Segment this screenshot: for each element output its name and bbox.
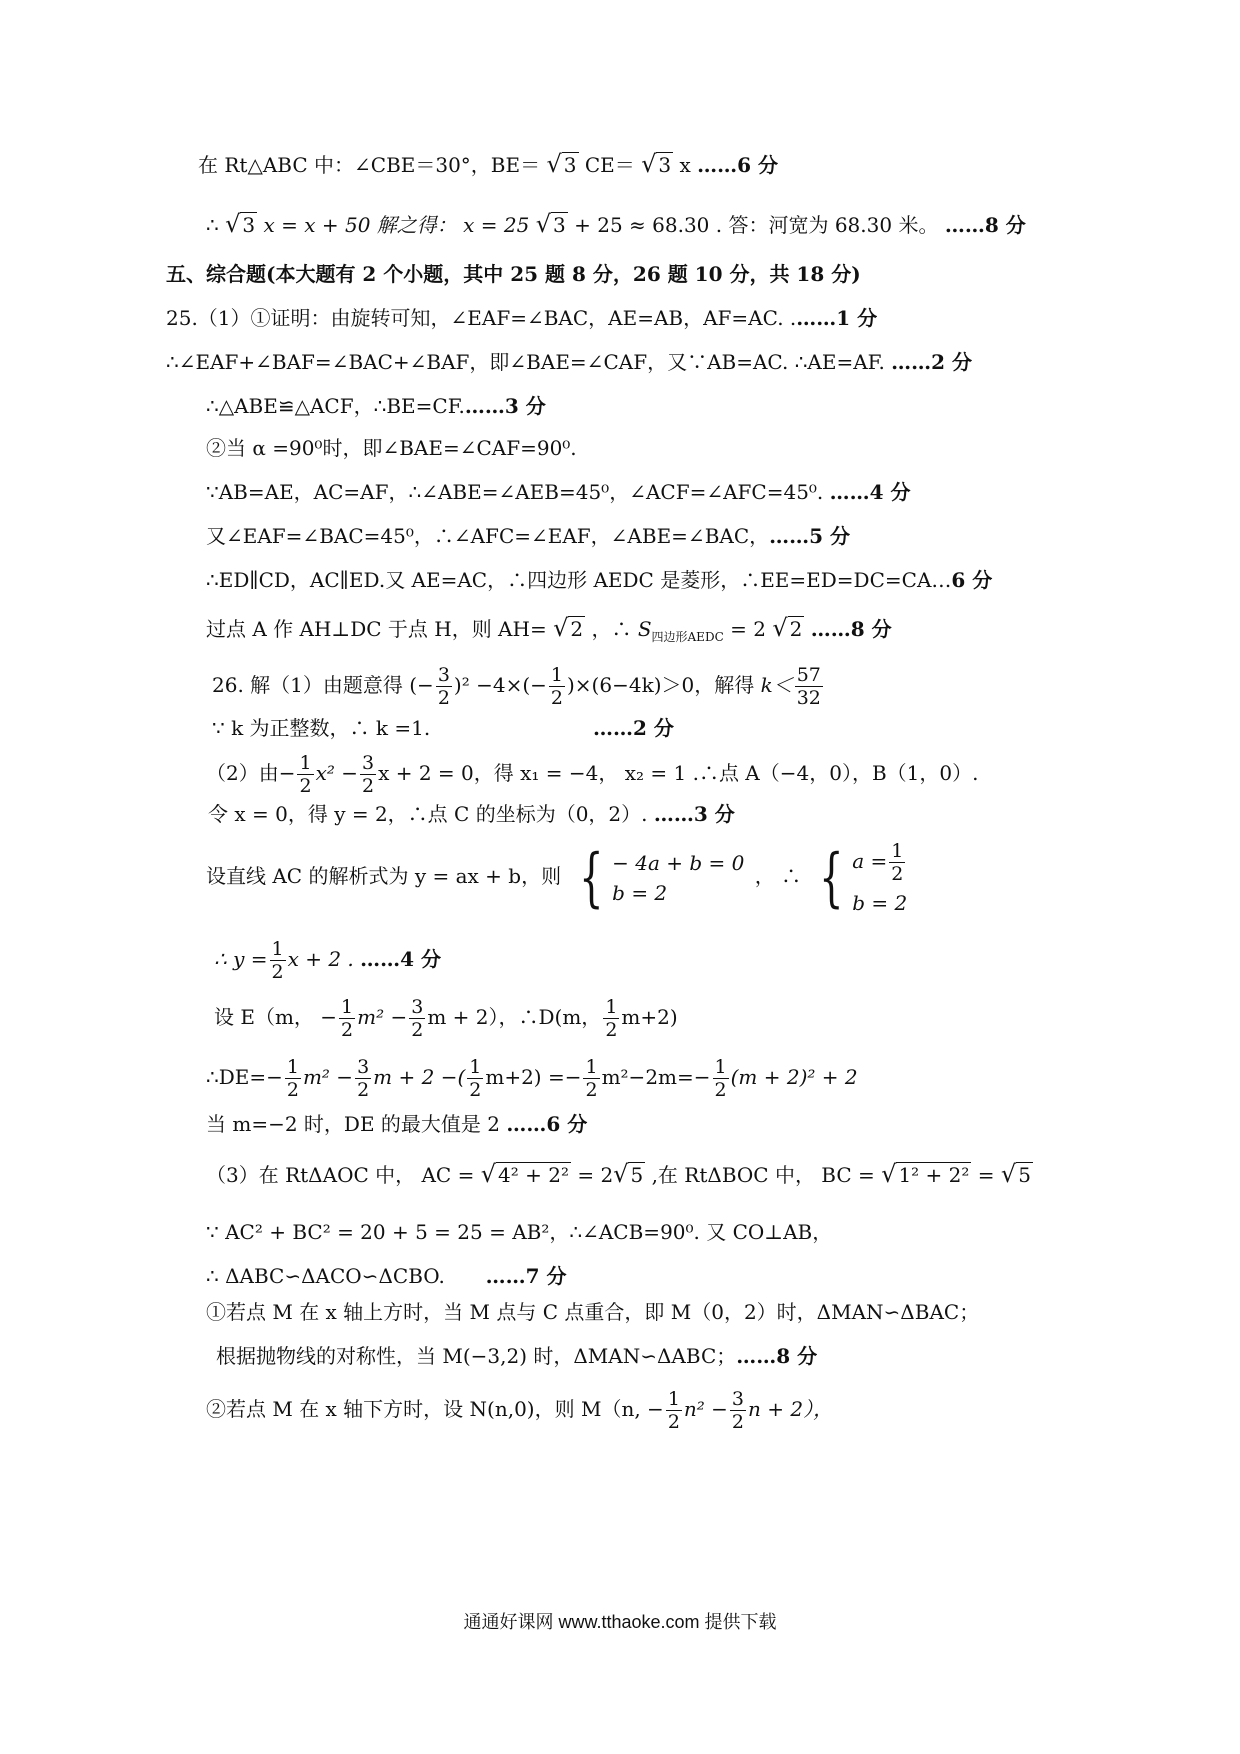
equation-system: { − 4a + b = 0 b = 2 [579, 840, 745, 915]
text-line [206, 1162, 1033, 1187]
text: n² − [683, 1397, 728, 1421]
text: 设直线 AC 的解析式为 y = ax + b，则 [206, 864, 562, 888]
score: ……6 分 [506, 1112, 588, 1136]
sqrt: √ 3 [225, 210, 256, 238]
text: m+2) [621, 1005, 678, 1029]
equation-system: { a = $\frac{1}{2}$ b = 2 [819, 840, 908, 915]
fraction: $\frac{1}{2}$ [286, 1056, 299, 1101]
text: m + 2），∴D(m， [427, 1005, 602, 1029]
sqrt: √ 3 [535, 210, 566, 238]
text: 当 m=−2 时，DE 的最大值是 2 [206, 1112, 507, 1136]
text-line [216, 1344, 817, 1368]
score: ……3 分 [653, 802, 735, 826]
fraction: $\frac{1}{2}$ [550, 664, 563, 709]
fraction: $\frac{1}{2}$ [585, 1056, 598, 1101]
text: + 25 ≈ 68.30 . 答：河宽为 68.30 米。 [574, 213, 939, 237]
score: 6 分 [951, 568, 993, 592]
text-line [166, 306, 877, 330]
text: （2）由− [206, 761, 296, 785]
sqrt: √ 5 [613, 1160, 644, 1188]
text: 根据抛物线的对称性，当 M(−3,2) 时，ΔMAN∽ΔABC； [216, 1344, 737, 1368]
text: 设 E（m， − [214, 1005, 338, 1029]
text: )² [453, 673, 470, 697]
sqrt: √ 4² + 2² [480, 1160, 569, 1188]
text-line [206, 394, 546, 418]
text: ，∴ [591, 617, 632, 641]
page-footer: 通通好课网 www.tthaoke.com 提供下载 [463, 1612, 777, 1632]
text-line [206, 752, 978, 797]
fraction: $\frac{3}{2}$ [731, 1388, 745, 1433]
text: 在 Rt△ABC 中：∠CBE＝30°，BE＝ [198, 153, 541, 177]
text: −4×(− [476, 673, 547, 697]
text: x² − [315, 761, 358, 785]
text-line [206, 524, 850, 548]
score: ……8 分 [810, 617, 892, 641]
text: 过点 A 作 AH⊥DC 于点 H，则 AH= [206, 617, 547, 641]
text-line [166, 350, 972, 374]
fraction: $\frac{1}{2}$ [271, 938, 284, 983]
text: x = x + 50 解之得： [263, 213, 457, 237]
fraction: $\frac{1}{2}$ [605, 996, 618, 1041]
text: S [637, 617, 652, 641]
score: ……5 分 [769, 524, 851, 548]
sqrt: √ 3 [546, 150, 577, 178]
score: ……7 分 [485, 1264, 567, 1288]
sqrt: √ 2 [772, 614, 803, 642]
text-line [214, 996, 678, 1041]
text: ∴△ABE≌△ACF，∴BE=CF. [206, 394, 465, 418]
text: m + 2 −( [373, 1065, 466, 1089]
text-line [206, 480, 911, 504]
fraction: $\frac{1}{2}$ [667, 1388, 680, 1433]
fraction: $\frac{3}{2}$ [437, 664, 450, 709]
fraction: $\frac{3}{2}$ [411, 996, 424, 1041]
section-title: 五、综合题(本大题有 2 个小题，其中 25 题 8 分，26 题 10 分，共 18 分) [166, 262, 861, 286]
fraction: $\frac{57}{32}$ [796, 664, 821, 709]
sqrt: √ 1² + 2² [881, 1160, 970, 1188]
text: = 2 [730, 617, 766, 641]
text: 令 x = 0，得 y = 2，∴点 C 的坐标为（0，2）. [208, 802, 654, 826]
score: ……8 分 [944, 213, 1026, 237]
text-line [206, 1056, 858, 1101]
text: x + 2 = 0，得 x₁ = −4， x₂ = 1 .∴点 A（−4，0），B（1，0）. [378, 761, 979, 785]
text-line [206, 840, 911, 915]
text: (− [409, 673, 434, 697]
score: ……2 分 [891, 350, 973, 374]
text: 25.（1）①证明：由旋转可知，∠EAF=∠BAC，AE=AB，AF=AC. . [166, 306, 797, 330]
fraction: $\frac{1}{2}$ [714, 1056, 727, 1101]
text-line [206, 1388, 833, 1433]
text-line [206, 1264, 566, 1288]
text: ∴ [206, 213, 219, 237]
text: x [679, 153, 691, 177]
fraction: $\frac{1}{2}$ [469, 1056, 482, 1101]
text: ∴ y = [214, 947, 268, 971]
text: x + 2 . [287, 947, 354, 971]
text: （3）在 RtΔAOC 中， AC = [206, 1163, 475, 1187]
score: ……4 分 [829, 480, 911, 504]
score: ……1 分 [796, 306, 878, 330]
text-line [212, 716, 674, 740]
text-line [198, 152, 778, 177]
sqrt: √ 2 [553, 614, 584, 642]
text: k＜ [760, 673, 793, 697]
sqrt: √ 3 [641, 150, 672, 178]
text: CE＝ [584, 153, 635, 177]
text-line: ②当 α =90⁰时，即∠BAE=∠CAF=90⁰. [206, 436, 577, 460]
text: m+2) =− [485, 1065, 582, 1089]
text: x = 25 [463, 213, 530, 237]
text-line [206, 614, 892, 644]
text: 26. 解（1）由题意得 [212, 673, 403, 697]
text-line [206, 212, 1026, 237]
text: ， ∴ [754, 864, 802, 888]
score: ……8 分 [736, 1344, 818, 1368]
text: m²−2m=− [601, 1065, 711, 1089]
score: ……3 分 [464, 394, 546, 418]
text: = [977, 1163, 995, 1187]
text-line: ∵ AC² + BC² = 20 + 5 = 25 = AB²，∴∠ACB=90⁰. 又 CO⊥AB， [206, 1220, 833, 1244]
text: ∴ED∥CD，AC∥ED.又 AE=AC，∴四边形 AEDC 是菱形，∴EE=ED=DC=CA… [206, 568, 952, 592]
text-line [208, 802, 735, 826]
fraction: $\frac{3}{2}$ [362, 752, 375, 797]
text: = 2 [577, 1163, 614, 1187]
text: ∵ k 为正整数，∴ k =1. [212, 716, 431, 740]
score: ……2 分 [592, 716, 674, 740]
sqrt: √ 5 [1000, 1160, 1031, 1188]
text: ,在 RtΔBOC 中， BC = [651, 1163, 875, 1187]
text: )×(6−4k)＞0，解得 [567, 673, 755, 697]
fraction: $\frac{1}{2}$ [341, 996, 354, 1041]
text-line: ①若点 M 在 x 轴上方时，当 M 点与 C 点重合，即 M（0，2）时，ΔMAN∽ΔBAC； [206, 1300, 980, 1324]
fraction: $\frac{1}{2}$ [299, 752, 312, 797]
score: ……4 分 [360, 947, 442, 971]
score: ……6 分 [697, 153, 779, 177]
text-line [206, 568, 992, 592]
text: 又∠EAF=∠BAC=45⁰，∴∠AFC=∠EAF，∠ABE=∠BAC， [206, 524, 770, 548]
subscript: 四边形AEDC [651, 630, 724, 644]
text: m² − [357, 1005, 408, 1029]
text: ∴DE=− [206, 1065, 283, 1089]
text: ∵AB=AE，AC=AF，∴∠ABE=∠AEB=45⁰，∠ACF=∠AFC=45⁰. [206, 480, 824, 504]
text: ②若点 M 在 x 轴下方时，设 N(n,0)，则 M（n, − [206, 1397, 664, 1421]
fraction: $\frac{3}{2}$ [357, 1056, 370, 1101]
text: m² − [302, 1065, 354, 1089]
text-line [212, 664, 825, 709]
text: (m + 2)² + 2 [730, 1065, 858, 1089]
text-line [206, 1112, 587, 1136]
text: ∴∠EAF+∠BAF=∠BAC+∠BAF，即∠BAE=∠CAF，又∵AB=AC. ∴AE=AF. [166, 350, 885, 374]
text: ∴ ΔABC∽ΔACO∽ΔCBO. [206, 1264, 445, 1288]
text: n + 2）， [748, 1397, 834, 1421]
text-line [214, 938, 441, 983]
